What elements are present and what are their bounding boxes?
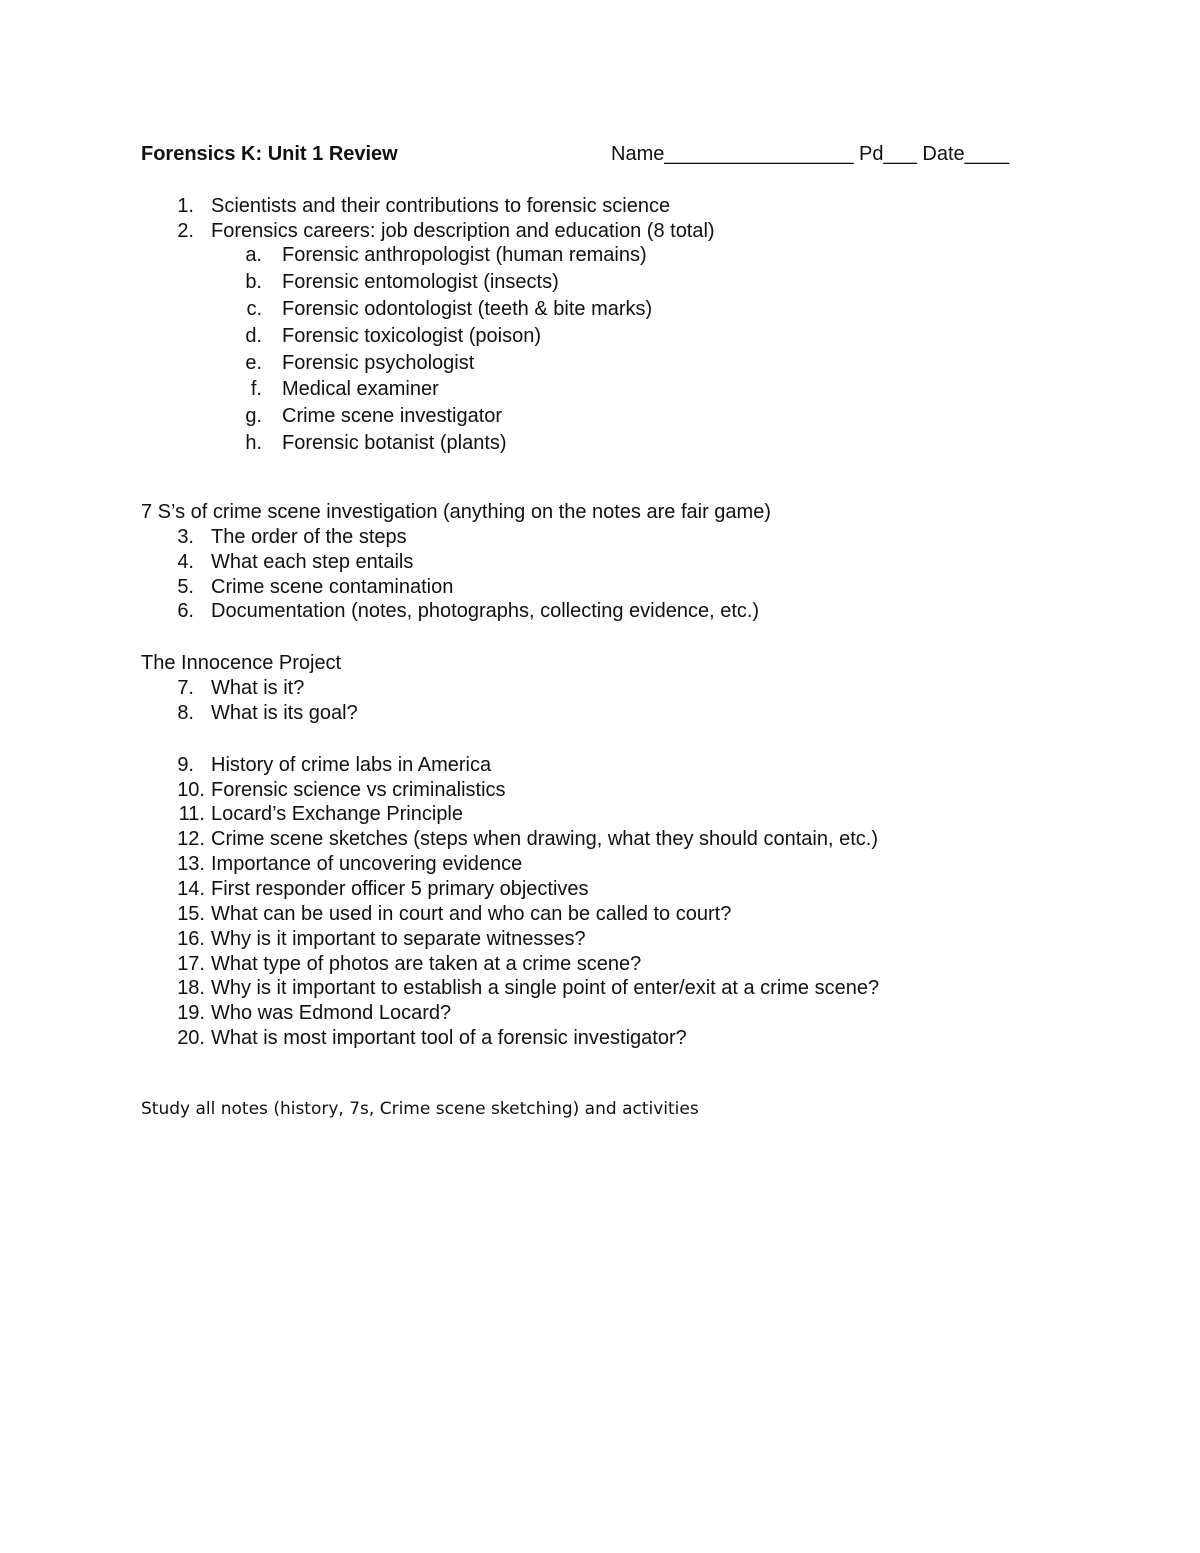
list-item: Crime scene sketches (steps when drawing, what they should contain, etc.) — [211, 828, 878, 850]
sub-item-letter: a. — [245, 244, 262, 266]
list-item-number: 5. — [177, 576, 194, 598]
sub-item-letter: c. — [246, 298, 262, 320]
list-item: What is most important tool of a forensic investigator? — [211, 1027, 687, 1049]
list-item-number: 13. — [177, 853, 205, 875]
list-item: What is it? — [211, 677, 305, 699]
list-item-number: 6. — [177, 600, 194, 622]
list-item-number: 19. — [177, 1002, 205, 1024]
list-item: Documentation (notes, photographs, collecting evidence, etc.) — [211, 600, 760, 622]
sub-item-letter: b. — [245, 271, 262, 293]
sub-item-letter: g. — [245, 405, 262, 427]
list-item-number: 17. — [177, 953, 205, 975]
sub-item: Forensic psychologist — [282, 352, 475, 374]
list-item-number: 9. — [177, 754, 194, 776]
list-item-number: 7. — [177, 677, 194, 699]
section-heading: 7 S’s of crime scene investigation (anything on the notes are fair game) — [141, 501, 771, 523]
sub-item: Forensic toxicologist (poison) — [282, 325, 541, 347]
list-item-number: 11. — [178, 803, 205, 825]
study-note: Study all notes (history, 7s, Crime scene sketching) and activities — [141, 1099, 699, 1119]
name-period-date-line: Name_________________ Pd___ Date____ — [611, 143, 1010, 165]
list-item-number: 10. — [177, 779, 205, 801]
list-item: Forensic science vs criminalistics — [211, 779, 506, 801]
document-title: Forensics K: Unit 1 Review — [141, 143, 398, 165]
list-item: Forensics careers: job description and education (8 total) — [211, 220, 715, 242]
list-item: What each step entails — [211, 551, 414, 573]
list-item: Why is it important to establish a single point of enter/exit at a crime scene? — [211, 977, 880, 999]
list-item-number: 20. — [177, 1027, 205, 1049]
sub-item: Crime scene investigator — [282, 405, 503, 427]
list-item: History of crime labs in America — [211, 754, 492, 776]
sub-item-letter: d. — [245, 325, 262, 347]
sub-item: Medical examiner — [282, 378, 439, 400]
list-item: What is its goal? — [211, 702, 358, 724]
list-item: Crime scene contamination — [211, 576, 454, 598]
list-item: First responder officer 5 primary objectives — [211, 878, 589, 900]
sub-item: Forensic botanist (plants) — [282, 432, 507, 454]
list-item: Who was Edmond Locard? — [211, 1002, 452, 1024]
list-item: The order of the steps — [211, 526, 407, 548]
sub-item: Forensic anthropologist (human remains) — [282, 244, 647, 266]
list-item-number: 8. — [177, 702, 194, 724]
list-item: What type of photos are taken at a crime scene? — [211, 953, 642, 975]
sub-item: Forensic entomologist (insects) — [282, 271, 559, 293]
list-item-number: 14. — [177, 878, 205, 900]
section-heading: The Innocence Project — [141, 652, 342, 674]
list-item-number: 4. — [177, 551, 194, 573]
list-item-number: 3. — [177, 526, 194, 548]
list-item-number: 16. — [177, 928, 205, 950]
list-item: Scientists and their contributions to forensic science — [211, 195, 671, 217]
sub-item-letter: e. — [245, 352, 262, 374]
list-item-number: 15. — [177, 903, 205, 925]
sub-item-letter: h. — [245, 432, 262, 454]
list-item-number: 12. — [177, 828, 205, 850]
sub-item: Forensic odontologist (teeth & bite marks) — [282, 298, 653, 320]
list-item-number: 1. — [177, 195, 194, 217]
list-item-number: 18. — [177, 977, 205, 999]
list-item: Locard’s Exchange Principle — [211, 803, 464, 825]
sub-item-letter: f. — [250, 378, 262, 400]
list-item: What can be used in court and who can be called to court? — [211, 903, 732, 925]
list-item: Why is it important to separate witnesses? — [211, 928, 586, 950]
list-item-number: 2. — [177, 220, 194, 242]
list-item: Importance of uncovering evidence — [211, 853, 523, 875]
